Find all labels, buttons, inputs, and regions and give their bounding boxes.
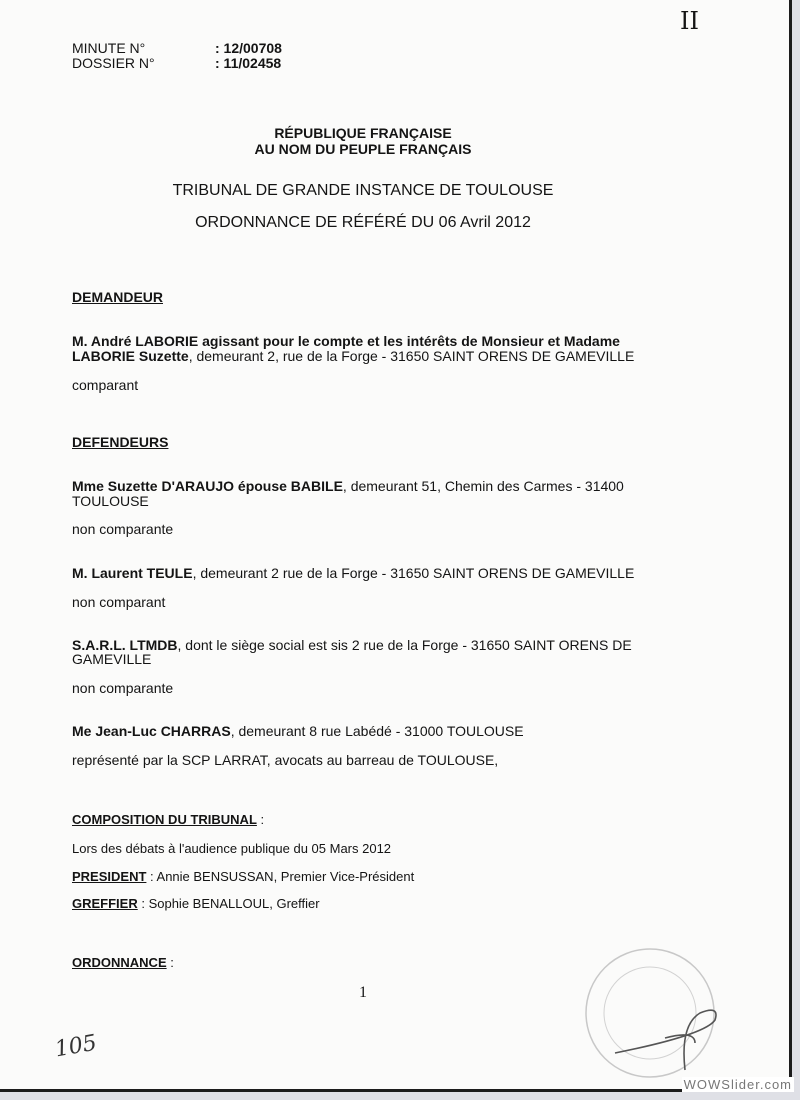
- ordonnance-heading: ORDONNANCE: [72, 955, 167, 970]
- defendeur-address-2: GAMEVILLE: [72, 651, 152, 667]
- defendeur-address-2: TOULOUSE: [72, 493, 149, 509]
- demandeur-heading: DEMANDEUR: [72, 289, 163, 305]
- defendeur-1: [72, 479, 624, 494]
- seal-signature-icon: [585, 945, 735, 1085]
- defendeur-name: Me Jean-Luc CHARRAS: [72, 723, 231, 739]
- handwritten-initials: 105: [53, 1030, 99, 1063]
- defendeur-name: S.A.R.L. LTMDB: [72, 637, 178, 653]
- demandeur-name: M. André LABORIE agissant pour le compte et les intérêts de Monsieur et Madame: [72, 333, 620, 349]
- defendeur-name: M. Laurent TEULE: [72, 565, 193, 581]
- defendeur-name: Mme Suzette D'ARAUJO épouse BABILE: [72, 478, 343, 494]
- watermark: WOWSlider.com: [683, 1077, 792, 1092]
- defendeur-status: non comparante: [72, 680, 174, 696]
- greffier-line: [72, 896, 320, 911]
- composition-heading-line: [72, 812, 264, 827]
- defendeur-address: , demeurant 8 rue Labédé - 31000 TOULOUSE: [230, 723, 524, 739]
- dossier-value: : 11/02458: [215, 55, 282, 71]
- president-line: [72, 869, 414, 884]
- demandeur-name-2: LABORIE Suzette: [72, 348, 189, 364]
- minute-label: MINUTE N°: [72, 40, 146, 56]
- defendeur-4: [72, 724, 524, 739]
- page-number: 1: [359, 984, 367, 1001]
- republique-heading: RÉPUBLIQUE FRANÇAISE: [274, 125, 452, 141]
- defendeur-status: non comparant: [72, 594, 166, 610]
- president-label: PRESIDENT: [72, 869, 147, 884]
- defendeurs-heading: DEFENDEURS: [72, 434, 169, 450]
- composition-heading: COMPOSITION DU TRIBUNAL: [72, 812, 257, 827]
- defendeur-address: , demeurant 2 rue de la Forge - 31650 SAINT ORENS DE GAMEVILLE: [192, 565, 635, 581]
- debats-date: Lors des débats à l'audience publique du 05 Mars 2012: [72, 841, 392, 856]
- defendeur-status: représenté par la SCP LARRAT, avocats au barreau de TOULOUSE,: [72, 752, 499, 768]
- defendeur-3: [72, 638, 632, 653]
- defendeur-address: , demeurant 51, Chemin des Carmes - 31400: [342, 478, 624, 494]
- defendeur-address: , dont le siège social est sis 2 rue de la Forge - 31650 SAINT ORENS DE: [177, 637, 632, 653]
- greffier-label: GREFFIER: [72, 896, 138, 911]
- ordonnance-heading-line: [72, 955, 174, 970]
- defendeur-status: non comparante: [72, 521, 174, 537]
- dossier-label: DOSSIER N°: [72, 55, 155, 71]
- president-value: : Annie BENSUSSAN, Premier Vice-Président: [146, 869, 415, 884]
- colon: :: [166, 955, 174, 970]
- peuple-heading: AU NOM DU PEUPLE FRANÇAIS: [254, 141, 472, 157]
- defendeur-2: [72, 566, 634, 581]
- greffier-value: : Sophie BENALLOUL, Greffier: [137, 896, 320, 911]
- demandeur-status: comparant: [72, 377, 139, 393]
- minute-value: : 12/00708: [215, 40, 282, 56]
- demandeur-address-line: [72, 349, 634, 364]
- order-title: ORDONNANCE DE RÉFÉRÉ DU 06 Avril 2012: [195, 214, 531, 231]
- handwritten-annotation: II: [680, 7, 699, 35]
- demandeur-address: , demeurant 2, rue de la Forge - 31650 SAINT ORENS DE GAMEVILLE: [188, 348, 635, 364]
- colon: :: [256, 812, 265, 827]
- court-title: TRIBUNAL DE GRANDE INSTANCE DE TOULOUSE: [172, 182, 554, 199]
